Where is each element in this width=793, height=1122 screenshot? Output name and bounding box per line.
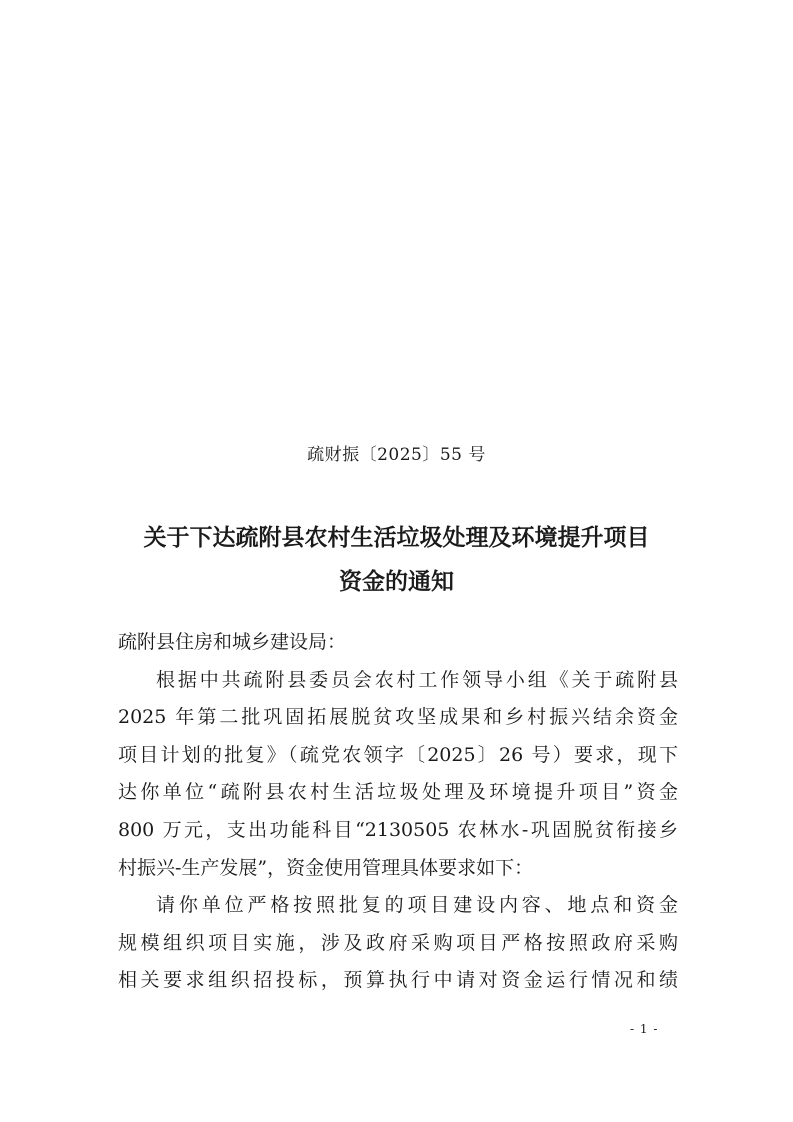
paragraph-line: 相关要求组织招投标，预算执行中请对资金运行情况和绩 xyxy=(118,969,678,992)
document-number: 疏财振〔2025〕55 号 xyxy=(307,445,486,465)
paragraph-line: 达你单位“疏附县农村生活垃圾处理及环境提升项目”资金 xyxy=(118,781,678,804)
title-line-1: 关于下达疏附县农村生活垃圾处理及环境提升项目 xyxy=(143,525,650,551)
addressee: 疏附县住房和城乡建设局： xyxy=(118,631,347,653)
paragraph-1 xyxy=(118,662,678,888)
paragraph-line: 村振兴-生产发展”，资金使用管理具体要求如下： xyxy=(118,856,534,879)
page-number: - 1 - xyxy=(630,1022,659,1036)
paragraph-line: 项目计划的批复》（疏党农领字〔2025〕26 号）要求，现下 xyxy=(118,743,678,766)
paragraph-2 xyxy=(118,887,678,1000)
document-body xyxy=(118,624,678,1000)
document-title xyxy=(0,516,793,604)
title-line-2: 资金的通知 xyxy=(339,569,454,595)
paragraph-line: 规模组织项目实施，涉及政府采购项目严格按照政府采购 xyxy=(118,931,678,954)
paragraph-line: 根据中共疏附县委员会农村工作领导小组《关于疏附县 xyxy=(156,668,678,691)
paragraph-line: 800 万元，支出功能科目“2130505 农林水-巩固脱贫衔接乡 xyxy=(118,818,678,841)
paragraph-line: 2025 年第二批巩固拓展脱贫攻坚成果和乡村振兴结余资金 xyxy=(118,706,678,729)
paragraph-line: 请你单位严格按照批复的项目建设内容、地点和资金 xyxy=(156,894,678,917)
